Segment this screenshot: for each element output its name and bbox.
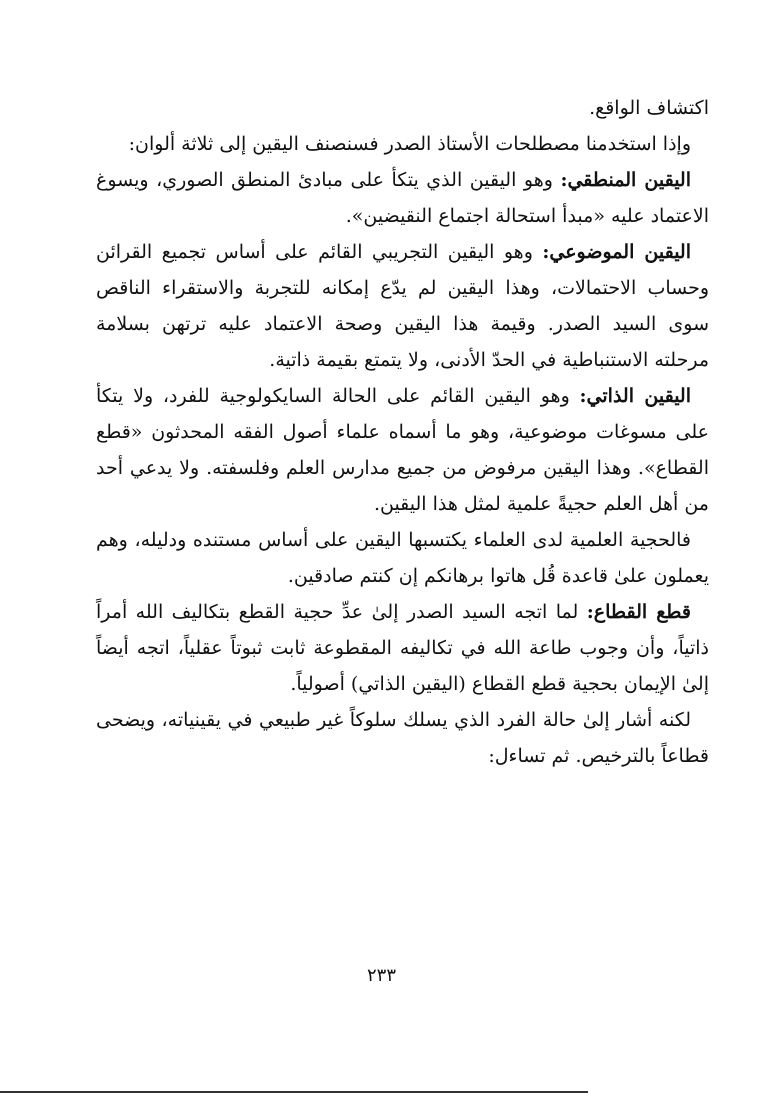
paragraph-1-text: اكتشاف الواقع. xyxy=(589,97,709,119)
term-obsessive-certainty: قطع القطاع: xyxy=(586,601,691,623)
paragraph-6 xyxy=(96,522,709,594)
paragraph-logical-certainty xyxy=(96,162,709,234)
paragraph-8-text: لكنه أشار إلىٰ حالة الفرد الذي يسلك سلوكاً غير طبيعي في يقينياته، ويضحى قطاعاً بالترخيص. ثم تساءل: xyxy=(96,709,709,767)
term-logical-certainty: اليقين المنطقي: xyxy=(560,169,692,191)
scan-bottom-rule xyxy=(0,1091,588,1093)
paragraph-7-text: لما اتجه السيد الصدر إلىٰ عدِّ حجية القطع بتكاليف الله أمراً ذاتياً، وأن وجوب طاعة الله في تكاليفه المقطوعة ثابت ثبوتاً عقلياً، اتجه أيضاً إلىٰ الإيمان بحجية قطع القطاع (اليقين الذاتي) أصولياً. xyxy=(96,601,709,695)
term-subjective-certainty: اليقين الذاتي: xyxy=(579,385,691,407)
term-objective-certainty: اليقين الموضوعي: xyxy=(542,241,691,263)
paragraph-6-text: فالحجية العلمية لدى العلماء يكتسبها اليقين على أساس مستنده ودليله، وهم يعملون علىٰ قاعدة قُل هاتوا برهانكم إن كنتم صادقين. xyxy=(96,529,709,587)
page-number: ٢٣٣ xyxy=(366,965,396,986)
paragraph-4-text: وهو اليقين التجريبي القائم على أساس تجميع القرائن وحساب الاحتمالات، وهذا اليقين لم يدّع إمكانه للتجربة والاستقراء الناقص سوى السيد الصدر. وقيمة هذا اليقين وصحة الاعتماد عليه ترتهن بسلامة مرحلته الاستنباطية في الحدّ الأدنى، ولا يتمتع بقيمة ذاتية. xyxy=(96,241,709,371)
paragraph-obsessive-certainty xyxy=(96,594,709,702)
paragraph-3-text: وهو اليقين الذي يتكأ على مبادئ المنطق الصوري، ويسوغ الاعتماد عليه «مبدأ استحالة اجتماع النقيضين». xyxy=(96,169,709,227)
paragraph-2-text: وإذا استخدمنا مصطلحات الأستاذ الصدر فسنصنف اليقين إلى ثلاثة ألوان: xyxy=(128,133,691,155)
paragraph-5-text: وهو اليقين القائم على الحالة السايكولوجية للفرد، ولا يتكأ على مسوغات موضوعية، وهو ما أسماه علماء أصول الفقه المحدثون «قطع القطاع». وهذا اليقين مرفوض من جميع مدارس العلم وفلسفته. ولا يدعي أحد من أهل العلم حجيةً علمية لمثل هذا اليقين. xyxy=(96,385,709,515)
page-body xyxy=(96,90,709,774)
paragraph-8 xyxy=(96,702,709,774)
paragraph-objective-certainty xyxy=(96,234,709,378)
paragraph-subjective-certainty xyxy=(96,378,709,522)
paragraph-2 xyxy=(96,126,709,162)
paragraph-1 xyxy=(96,90,709,126)
